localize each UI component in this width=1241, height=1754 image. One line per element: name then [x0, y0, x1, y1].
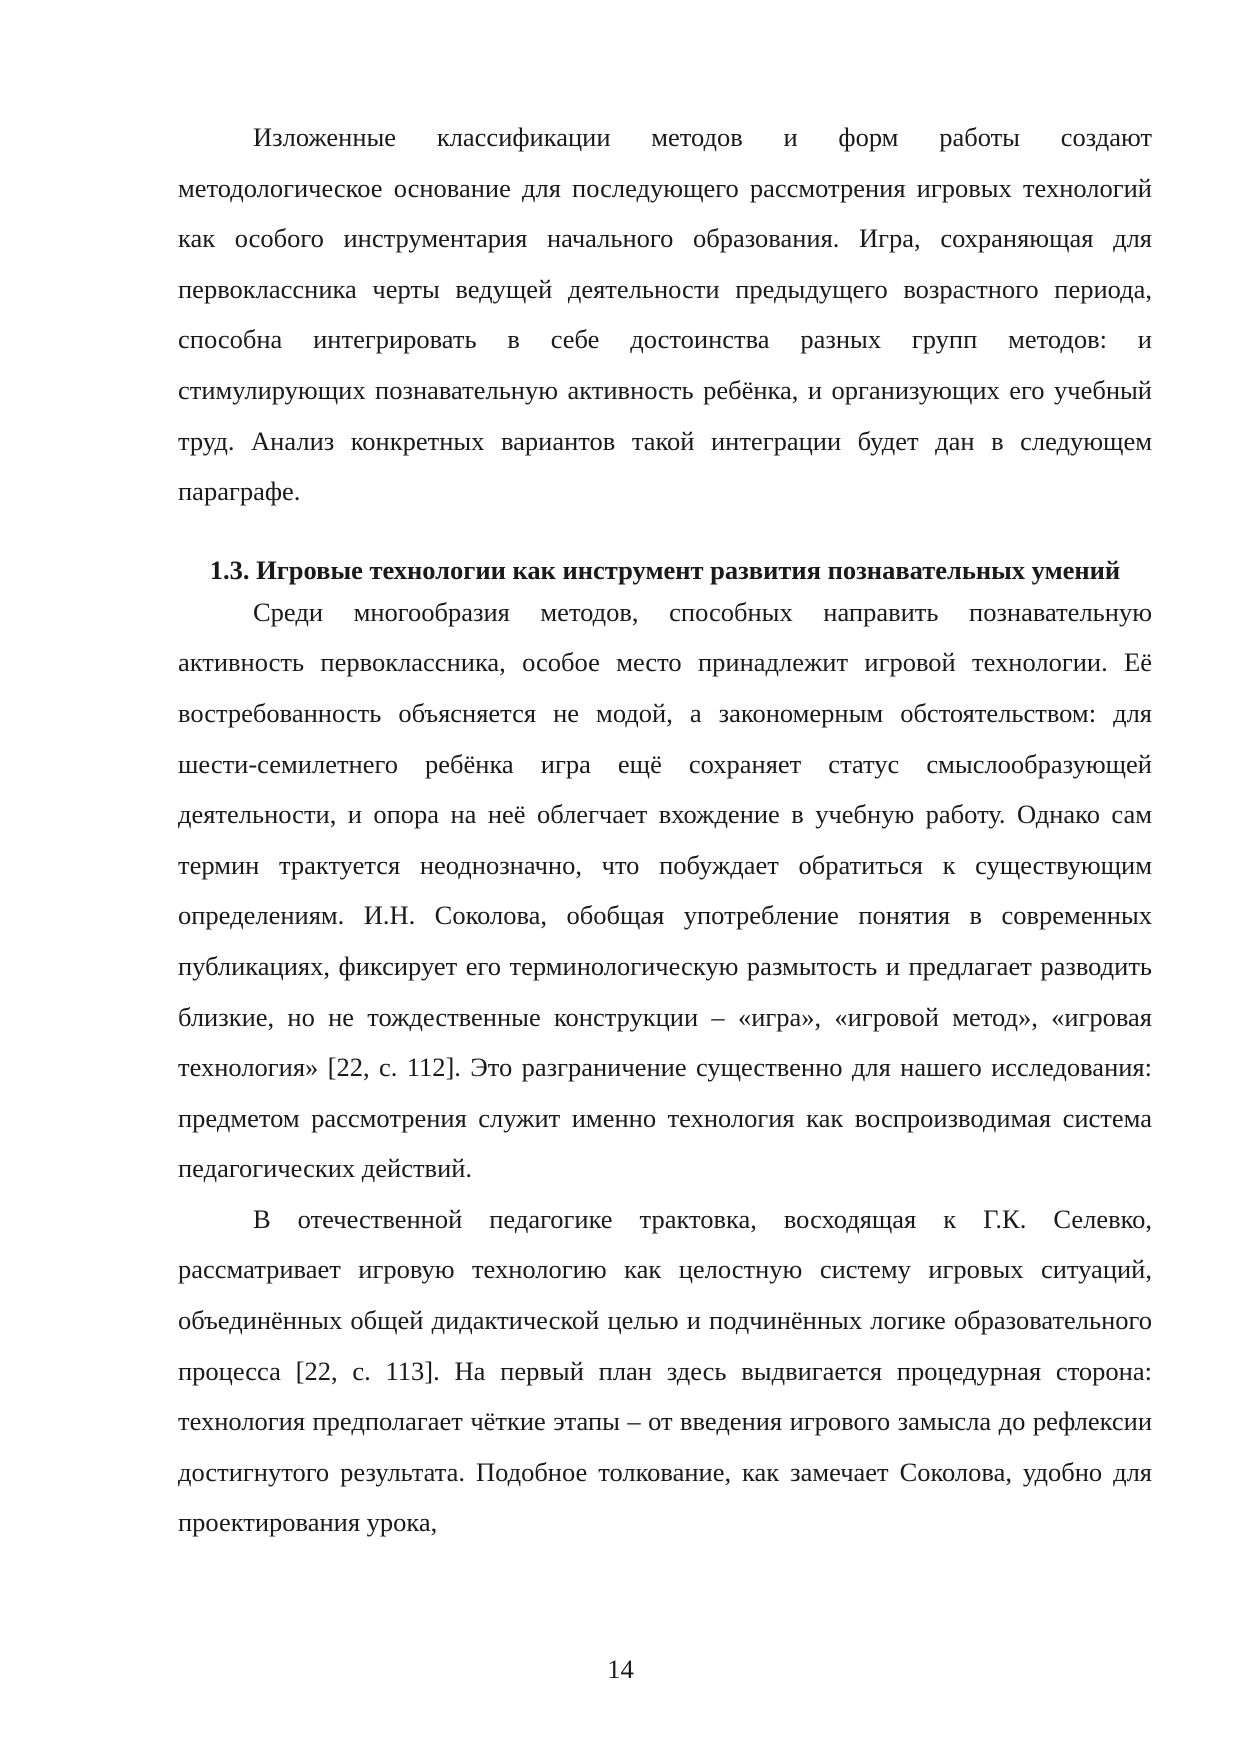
- section-heading: 1.3. Игровые технологии как инструмент развития познавательных умений: [209, 554, 1121, 585]
- page-body: [178, 112, 1152, 1548]
- paragraph-game-technology: Среди многообразия методов, способных направить познавательную активность первоклассника, особое место принадлежит игровой технологии. Её востребованность объясняется не модой, а закономерным обстоятельством: для шести-семилетнего ребёнка игра ещё сохраняет статус смыслообразующей деятельности, и опора на неё облегчает вхождение в учебную работу. Однако сам термин трактуется неоднозначно, что побуждает обратиться к существующим определениям. И.Н. Соколова, обобщая употребление понятия в современных публикациях, фиксирует его терминологическую размытость и предлагает разводить близкие, но не тождественные конструкции – «игра», «игровой метод», «игровая технология» [22, с. 112]. Это разграничение существенно для нашего исследования: предметом рассмотрения служит именно технология как воспроизводимая система педагогических действий.: [178, 596, 1152, 1184]
- page-number: 14: [607, 1654, 634, 1684]
- paragraph-intro: Изложенные классификации методов и форм работы создают методологическое основание для последующего рассмотрения игровых технологий как особого инструментария начального образования. Игра, сохраняющая для первоклассника черты ведущей деятельности предыдущего возрастного периода, способна интегрировать в себе достоинства разных групп методов: и стимулирующих познавательную активность ребёнка, и организующих его учебный труд. Анализ конкретных вариантов такой интеграции будет дан в следующем параграфе.: [178, 122, 1152, 507]
- paragraph-selevko: В отечественной педагогике трактовка, восходящая к Г.К. Селевко, рассматривает игровую технологию как целостную систему игровых ситуаций, объединённых общей дидактической целью и подчинённых логике образовательного процесса [22, с. 113]. На первый план здесь выдвигается процедурная сторона: технология предполагает чёткие этапы – от введения игрового замысла до рефлексии достигнутого результата. Подобное толкование, как замечает Соколова, удобно для проектирования урока,: [178, 1203, 1152, 1538]
